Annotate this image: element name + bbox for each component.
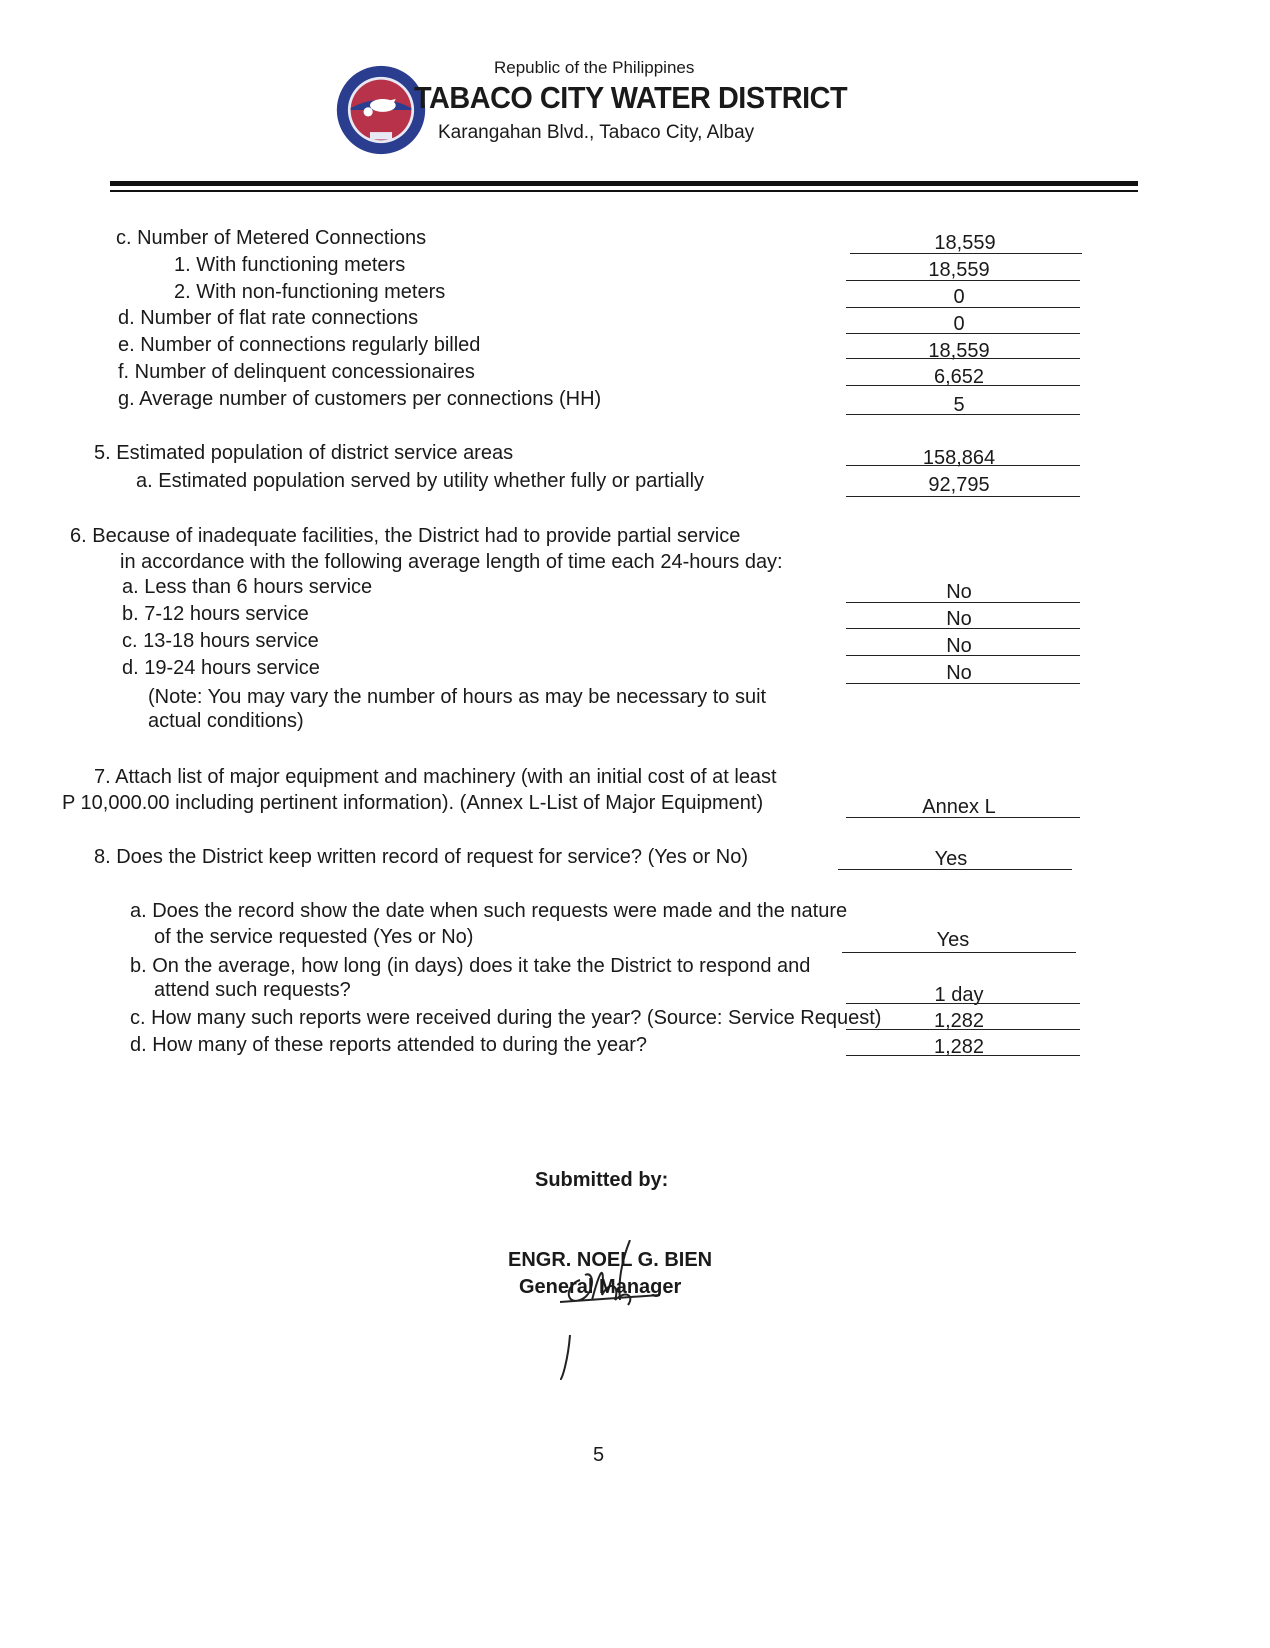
answer-line <box>846 1003 1080 1004</box>
answer-line <box>846 358 1080 359</box>
item-answer: Yes <box>936 929 970 951</box>
item-label: d. How many of these reports attended to during the year? <box>130 1034 647 1056</box>
answer-line <box>846 333 1080 334</box>
item-label: e. Number of connections regularly billed <box>118 334 481 356</box>
answer-line <box>850 253 1082 254</box>
answer-line <box>846 628 1080 629</box>
item-label: 7. Attach list of major equipment and machinery (with an initial cost of at least <box>94 766 777 788</box>
answer-line <box>846 307 1080 308</box>
answer-line <box>842 952 1076 953</box>
item-label: in accordance with the following average length of time each 24-hours day: <box>120 551 783 573</box>
item-label: 2. With non-functioning meters <box>174 281 446 303</box>
item-answer: No <box>946 635 972 657</box>
item-answer: Annex L <box>922 796 996 818</box>
answer-line <box>846 280 1080 281</box>
signatory-title: General Manager <box>519 1276 682 1298</box>
item-label: c. 13-18 hours service <box>122 630 319 652</box>
item-answer: 18,559 <box>928 259 990 281</box>
item-label: a. Less than 6 hours service <box>122 576 373 598</box>
republic-line: Republic of the Philippines <box>494 58 695 77</box>
item-note: (Note: You may vary the number of hours as may be necessary to suit <box>148 686 767 708</box>
item-label: attend such requests? <box>154 979 351 1001</box>
answer-line <box>838 869 1072 870</box>
item-label: a. Estimated population served by utility whether fully or partially <box>136 470 705 492</box>
item-label: b. On the average, how long (in days) does it take the District to respond and <box>130 955 811 977</box>
item-answer: 6,652 <box>933 366 985 388</box>
item-label: f. Number of delinquent concessionaires <box>118 361 475 383</box>
item-answer: Yes <box>934 848 968 870</box>
answer-line <box>846 385 1080 386</box>
answer-line <box>846 683 1080 684</box>
answer-line <box>846 817 1080 818</box>
item-answer: No <box>946 608 972 630</box>
item-label: b. 7-12 hours service <box>122 603 309 625</box>
item-answer: 1,282 <box>933 1036 985 1058</box>
item-label: of the service requested (Yes or No) <box>154 926 474 948</box>
item-answer: No <box>946 581 972 603</box>
item-answer: 158,864 <box>922 447 996 469</box>
answer-line <box>846 602 1080 603</box>
answer-line <box>846 655 1080 656</box>
item-label: g. Average number of customers per connections (HH) <box>118 388 602 410</box>
item-label: 5. Estimated population of district service areas <box>94 442 514 464</box>
page-number: 5 <box>593 1444 605 1466</box>
item-label: a. Does the record show the date when such requests were made and the nature <box>130 900 848 922</box>
submitted-by-label: Submitted by: <box>535 1169 669 1191</box>
item-note: actual conditions) <box>148 710 304 732</box>
item-label: 8. Does the District keep written record of request for service? (Yes or No) <box>94 846 748 868</box>
answer-line <box>846 1055 1080 1056</box>
item-label: c. How many such reports were received during the year? (Source: Service Request) <box>130 1007 882 1029</box>
item-answer: No <box>946 662 972 684</box>
item-label: 1. With functioning meters <box>174 254 406 276</box>
item-answer: 18,559 <box>934 232 996 254</box>
item-label: d. 19-24 hours service <box>122 657 320 679</box>
item-label: P 10,000.00 including pertinent information). (Annex L-List of Major Equipment) <box>62 792 764 814</box>
item-answer: 92,795 <box>928 474 990 496</box>
item-label: c. Number of Metered Connections <box>116 227 427 249</box>
district-address: Karangahan Blvd., Tabaco City, Albay <box>438 122 755 143</box>
answer-line <box>846 414 1080 415</box>
item-label: 6. Because of inadequate facilities, the District had to provide partial service <box>70 525 741 547</box>
item-answer: 1 day <box>934 984 984 1006</box>
answer-line <box>846 465 1080 466</box>
item-label: d. Number of flat rate connections <box>118 307 419 329</box>
district-name: TABACO CITY WATER DISTRICT <box>414 80 848 115</box>
item-answer: 1,282 <box>933 1010 985 1032</box>
answer-line <box>846 496 1080 497</box>
item-answer: 0 <box>953 286 965 308</box>
item-answer: 0 <box>953 313 965 335</box>
item-answer: 5 <box>953 394 965 416</box>
signatory-name: ENGR. NOEL G. BIEN <box>508 1249 713 1271</box>
answer-line <box>846 1029 1080 1030</box>
item-answer: 18,559 <box>928 340 990 362</box>
header-rule-thick <box>110 181 1138 186</box>
header-rule-thin <box>110 190 1138 192</box>
